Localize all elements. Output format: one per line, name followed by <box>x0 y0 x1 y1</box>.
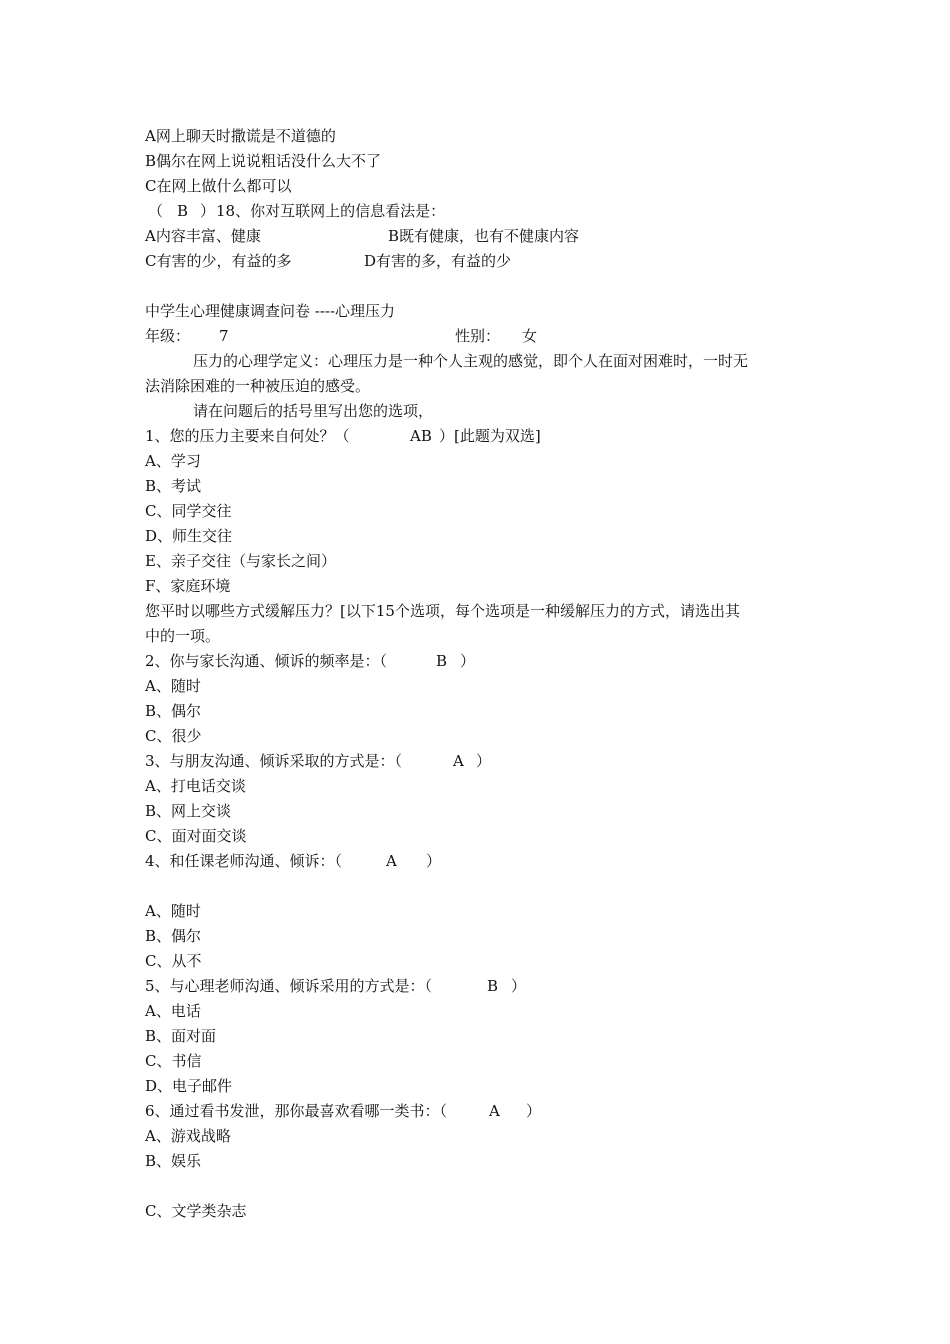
q5-option-c: C、书信 <box>145 1052 202 1070</box>
q5-option-b: B、面对面 <box>145 1027 217 1045</box>
q2-answer: B <box>436 652 448 670</box>
q17-option-c: C在网上做什么都可以 <box>145 177 292 195</box>
q6-option-b: B、娱乐 <box>145 1152 202 1170</box>
q1-answer: AB <box>410 427 432 445</box>
q3-answer: A <box>453 752 464 770</box>
q3-option-c: C、面对面交谈 <box>145 827 247 845</box>
q2-option-b: B、偶尔 <box>145 702 202 720</box>
q4-question: 4、和任课老师沟通、倾诉：（ <box>145 852 343 870</box>
definition-line-2: 法消除困难的一种被压迫的感受。 <box>145 377 371 395</box>
q3-option-a: A、打电话交谈 <box>145 777 246 795</box>
instruction: 请在问题后的括号里写出您的选项， <box>193 402 434 420</box>
q2-suffix: ） <box>460 652 476 670</box>
gender-value: 女 <box>522 327 538 345</box>
q5-answer: B <box>487 977 499 995</box>
definition-line-1: 压力的心理学定义：心理压力是一种个人主观的感觉，即个人在面对困难时，一时无 <box>193 352 749 370</box>
q1-question: 1、您的压力主要来自何处？（ <box>145 427 350 445</box>
q17-option-a: A网上聊天时撒谎是不道德的 <box>145 127 336 145</box>
q3-option-b: B、网上交谈 <box>145 802 232 820</box>
q3-question: 3、与朋友沟通、倾诉采取的方式是：（ <box>145 752 403 770</box>
q5-option-d: D、电子邮件 <box>145 1077 233 1095</box>
q2-option-a: A、随时 <box>145 677 201 695</box>
q1-option-a: A、学习 <box>145 452 201 470</box>
q18-option-c: C有害的少，有益的多 <box>145 252 292 270</box>
q1-option-c: C、同学交往 <box>145 502 232 520</box>
q2-option-c: C、很少 <box>145 727 202 745</box>
q18-answer: B <box>177 202 189 220</box>
q1-option-d: D、师生交往 <box>145 527 233 545</box>
gender-label: 性别： <box>455 327 501 345</box>
q2-question: 2、你与家长沟通、倾诉的频率是：（ <box>145 652 388 670</box>
q4-answer: A <box>386 852 397 870</box>
q5-option-a: A、电话 <box>145 1002 201 1020</box>
q17-option-b: B偶尔在网上说说粗话没什么大不了 <box>145 152 382 170</box>
q18-option-d: D有害的多，有益的少 <box>364 252 512 270</box>
q5-question: 5、与心理老师沟通、倾诉采用的方式是：（ <box>145 977 433 995</box>
q18-question: 18、你对互联网上的信息看法是： <box>216 202 446 220</box>
q18-answer-close: ） <box>200 202 216 220</box>
q18-option-b: B既有健康，也有不健康内容 <box>388 227 580 245</box>
grade-value: 7 <box>219 327 229 345</box>
q3-suffix: ） <box>476 752 492 770</box>
q18-option-a: A内容丰富、健康 <box>145 227 261 245</box>
relief-intro-line-1: 您平时以哪些方式缓解压力？[以下15个选项，每个选项是一种缓解压力的方式，请选出其 <box>145 602 740 620</box>
relief-intro-line-2: 中的一项。 <box>145 627 221 645</box>
q1-option-f: F、家庭环境 <box>145 577 231 595</box>
q18-answer-open: （ <box>148 202 164 220</box>
q6-option-c: C、文学类杂志 <box>145 1202 247 1220</box>
q1-option-e: E、亲子交往（与家长之间） <box>145 552 336 570</box>
grade-label: 年级： <box>145 327 191 345</box>
q6-suffix: ） <box>526 1102 542 1120</box>
q1-suffix: ）[此题为双选] <box>439 427 541 445</box>
q5-suffix: ） <box>511 977 527 995</box>
q4-option-c: C、从不 <box>145 952 202 970</box>
q4-suffix: ） <box>426 852 442 870</box>
q4-option-a: A、随时 <box>145 902 201 920</box>
q4-option-b: B、偶尔 <box>145 927 202 945</box>
q6-option-a: A、游戏战略 <box>145 1127 231 1145</box>
q6-answer: A <box>489 1102 500 1120</box>
q6-question: 6、通过看书发泄，那你最喜欢看哪一类书：（ <box>145 1102 448 1120</box>
survey-title: 中学生心理健康调查问卷 ----心理压力 <box>145 302 396 320</box>
q1-option-b: B、考试 <box>145 477 202 495</box>
